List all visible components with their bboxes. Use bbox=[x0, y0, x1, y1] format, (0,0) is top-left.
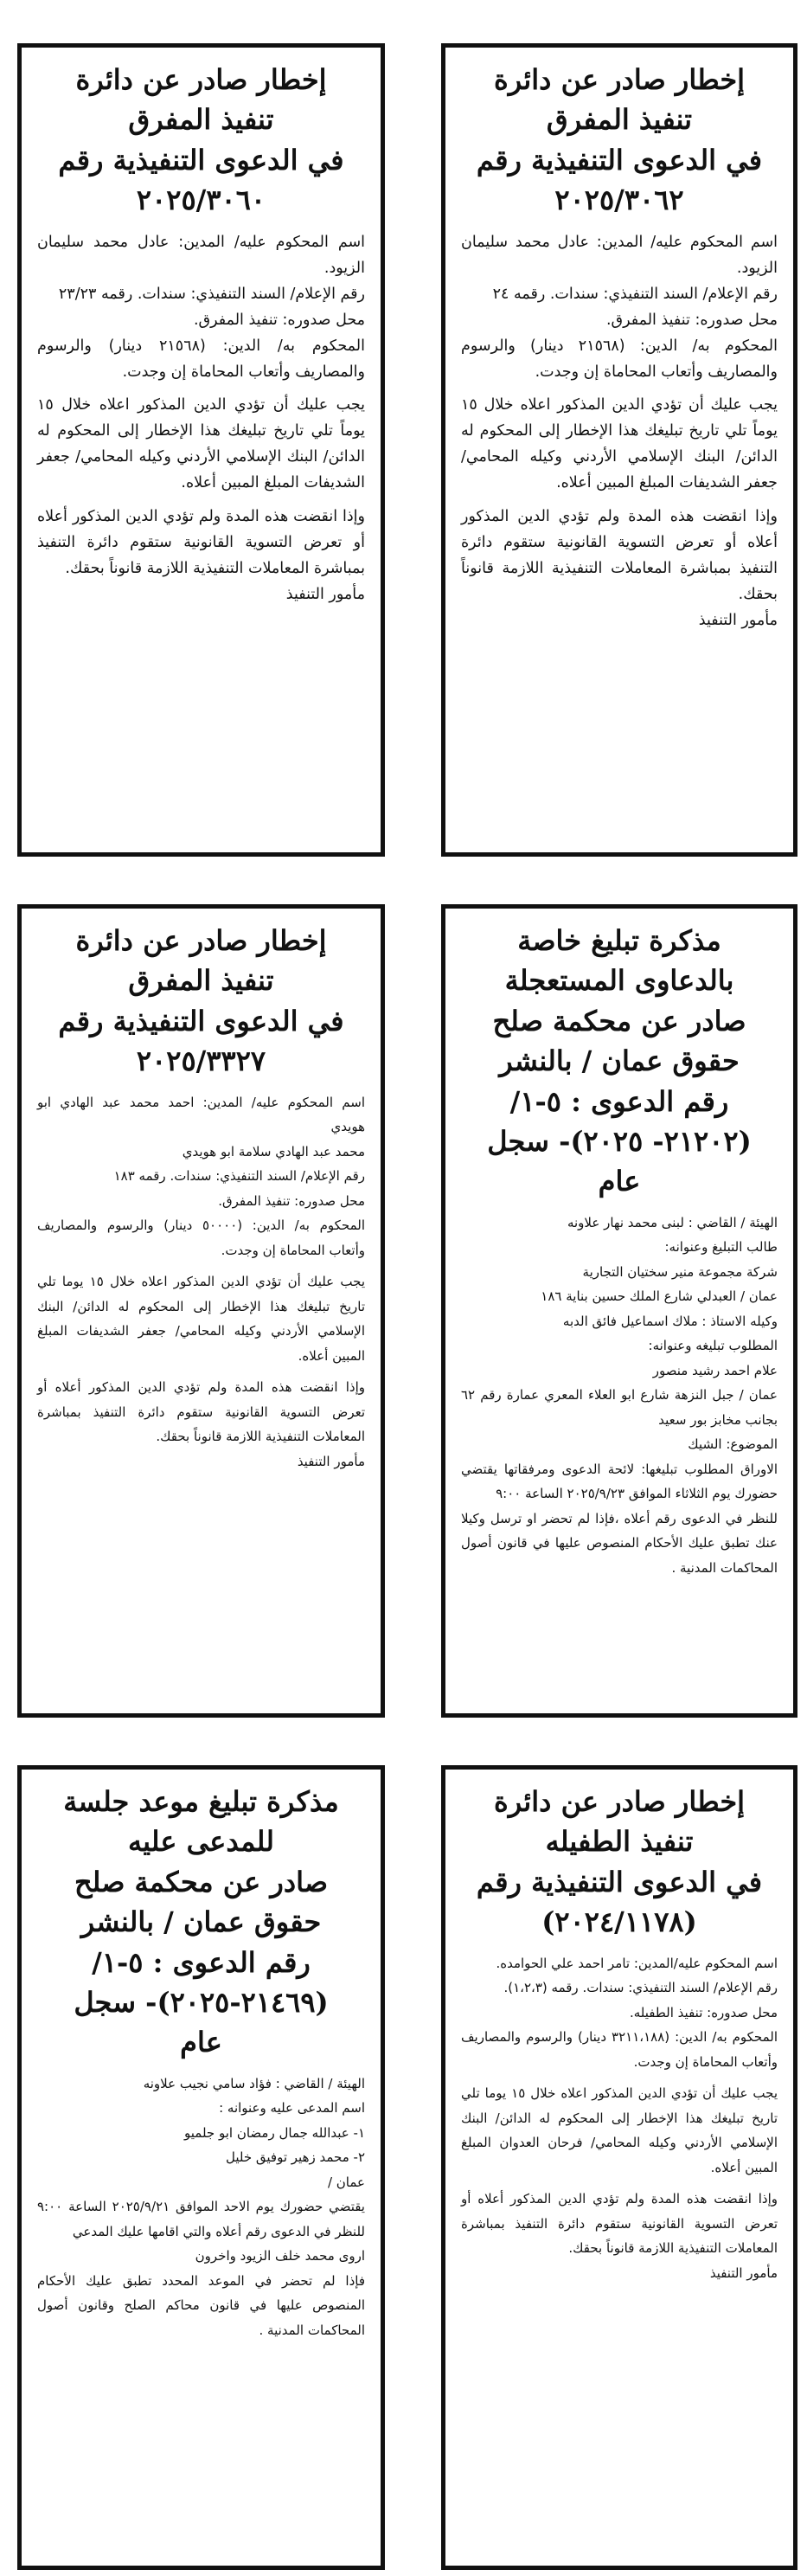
defendant-address: عمان / bbox=[327, 2174, 365, 2190]
requester-label: طالب التبليغ وعنوانه: bbox=[664, 1239, 778, 1256]
notice-body bbox=[461, 1211, 778, 1581]
notice-body bbox=[37, 1090, 365, 1474]
judgment-amount: المحكوم به/ الدين: (٥٠٠٠٠ دينار) والرسوم والمصاريف وأتعاب المحاماة إن وجدت. bbox=[37, 1217, 365, 1258]
notice-body bbox=[461, 1951, 778, 2286]
instrument-number: رقم الإعلام/ السند التنفيذي: سندات. رقمه ١٨٣ bbox=[113, 1168, 365, 1185]
notice-execution-3327 bbox=[17, 904, 385, 1718]
judgment-amount: المحكوم به/ الدين: (٢١٥٦٨ دينار) والرسوم والمصاريف وأتعاب المحاماة إن وجدت. bbox=[461, 337, 778, 382]
hearing-details: يقتضي حضورك يوم الاحد الموافق ٢٠٢٥/٩/٢١ الساعة ٩:٠٠ للنظر في الدعوى رقم أعلاه والتي اقامها عليك المدعي bbox=[37, 2199, 365, 2239]
issuing-place: محل صدوره: تنفيذ الطفيله. bbox=[629, 2004, 778, 2020]
signature-officer: مأمور التنفيذ bbox=[297, 1453, 365, 1469]
signature-officer: مأمور التنفيذ bbox=[285, 585, 365, 603]
consequence-text: وإذا انقضت هذه المدة ولم تؤدي الدين المذكور أعلاه أو تعرض التسوية القانونية ستقوم دائرة التنفيذ بمباشرة المعاملات التنفيذية اللازمة قانوناً بحقك. bbox=[37, 507, 365, 577]
defendant-1: ١- عبدالله جمال رمضان ابو جلميو bbox=[184, 2124, 365, 2141]
issuing-place: محل صدوره: تنفيذ المفرق. bbox=[218, 1192, 365, 1209]
plaintiff-name: اروى محمد خلف الزيود واخرون bbox=[195, 2248, 365, 2264]
notice-title: مذكرة تبليغ خاصة بالدعاوى المستعجلة صادر عن محكمة صلح حقوق عمان / بالنشر رقم الدعوى : ٥-١/ (٢١٢٠٢- ٢٠٢٥)- سجل عام bbox=[487, 924, 752, 1198]
notice-title: إخطار صادر عن دائرة تنفيذ المفرق في الدعوى التنفيذية رقم ٢٠٢٥/٣٠٦٢ bbox=[476, 63, 763, 217]
instrument-number: رقم الإعلام/ السند التنفيذي: سندات. رقمه (١،٢،٣). bbox=[503, 1980, 778, 1996]
notice-title: إخطار صادر عن دائرة تنفيذ المفرق في الدعوى التنفيذية رقم ٢٠٢٥/٣٣٢٧ bbox=[58, 924, 344, 1078]
consequence-text: وإذا انقضت هذه المدة ولم تؤدي الدين المذكور أعلاه أو تعرض التسوية القانونية ستقوم دائرة التنفيذ بمباشرة المعاملات التنفيذية اللازمة قانوناً بحقك. bbox=[461, 507, 778, 603]
signature-officer: مأمور التنفيذ bbox=[709, 2264, 778, 2281]
debtor-name: اسم المحكوم عليه/المدين: تامر احمد علي الحوامده. bbox=[496, 1955, 778, 1971]
judgment-amount: المحكوم به/ الدين: (٣٢١١،١٨٨ دينار) والرسوم والمصاريف وأتعاب المحاماة إن وجدت. bbox=[461, 2029, 778, 2070]
notice-title: مذكرة تبليغ موعد جلسة للمدعى عليه صادر عن محكمة صلح حقوق عمان / بالنشر رقم الدعوى : ٥-١/ (٢١٤٦٩-٢٠٢٥)- سجل عام bbox=[63, 1785, 339, 2059]
defendant-label: اسم المدعى عليه وعنوانه : bbox=[219, 2100, 365, 2117]
requester-name: شركة مجموعة منير سختيان التجارية bbox=[582, 1263, 778, 1280]
recipient-name: علام احمد رشيد منصور bbox=[652, 1362, 778, 1378]
debtor-name: اسم المحكوم عليه/ المدين: عادل محمد سليمان الزيود. bbox=[37, 233, 365, 277]
issuing-place: محل صدوره: تنفيذ المفرق. bbox=[193, 311, 365, 329]
legal-warning: للنظر في الدعوى رقم أعلاه ،فإذا لم تحضر او ترسل وكيلا عنك تطبق عليك الأحكام المنصوص عليها في قانون أصول المحاكمات المدنية . bbox=[461, 1510, 778, 1576]
judgment-amount: المحكوم به/ الدين: (٢١٥٦٨ دينار) والرسوم والمصاريف وأتعاب المحاماة إن وجدت. bbox=[37, 337, 365, 382]
notice-execution-3062 bbox=[441, 43, 797, 857]
judge-name: الهيئة / القاضي : لبنى محمد نهار علاونه bbox=[567, 1214, 778, 1230]
notice-court-summons-21202 bbox=[441, 904, 797, 1718]
notice-title: إخطار صادر عن دائرة تنفيذ المفرق في الدعوى التنفيذية رقم ٢٠٢٥/٣٠٦٠ bbox=[58, 63, 344, 217]
consequence-text: وإذا انقضت هذه المدة ولم تؤدي الدين المذكور أعلاه أو تعرض التسوية القانونية ستقوم دائرة التنفيذ بمباشرة المعاملات التنفيذية اللازمة قانوناً بحقك. bbox=[37, 1379, 365, 1445]
legal-warning: فإذا لم تحضر في الموعد المحدد تطبق عليك الأحكام المنصوص عليها في قانون محاكم الصلح وقانون أصول المحاكمات المدنية . bbox=[37, 2272, 365, 2338]
payment-instruction: يجب عليك أن تؤدي الدين المذكور اعلاه خلال ١٥ يوماً تلي تاريخ تبليغك هذا الإخطار إلى المحكوم له الدائن/ البنك الإسلامي الأردني وكيله المحامي/ جعفر الشديفات المبلغ المبين أعلاه. bbox=[461, 396, 778, 492]
defendant-2: ٢- محمد زهير توفيق خليل bbox=[225, 2149, 365, 2166]
signature-officer: مأمور التنفيذ bbox=[698, 611, 778, 629]
payment-instruction: يجب عليك أن تؤدي الدين المذكور اعلاه خلال ١٥ يوما تلي تاريخ تبليغك هذا الإخطار إلى المحكوم له الدائن/ البنك الإسلامي الأردني وكيله المحامي/ فرحان العدوان المبلغ المبين أعلاه. bbox=[461, 2085, 778, 2175]
case-subject: الموضوع: الشيك bbox=[688, 1436, 778, 1453]
notice-execution-1178 bbox=[441, 1765, 797, 2570]
notice-execution-3060 bbox=[17, 43, 385, 857]
recipient-label: المطلوب تبليغه وعنوانه: bbox=[648, 1338, 778, 1354]
judge-name: الهيئة / القاضي : فؤاد سامي نجيب علاونه bbox=[143, 2075, 365, 2091]
notice-body bbox=[461, 229, 778, 633]
debtor-name: اسم المحكوم عليه/ المدين: احمد محمد عبد الهادي ابو هويدي bbox=[37, 1094, 365, 1135]
consequence-text: وإذا انقضت هذه المدة ولم تؤدي الدين المذكور أعلاه أو تعرض التسوية القانونية ستقوم دائرة التنفيذ بمباشرة المعاملات التنفيذية اللازمة قانوناً بحقك. bbox=[461, 2191, 778, 2257]
instrument-number: رقم الإعلام/ السند التنفيذي: سندات. رقمه ٢٣/٢٣ bbox=[58, 285, 365, 303]
notice-title: إخطار صادر عن دائرة تنفيذ الطفيله في الدعوى التنفيذية رقم (٢٠٢٤/١١٧٨) bbox=[476, 1785, 763, 1939]
instrument-number: رقم الإعلام/ السند التنفيذي: سندات. رقمه ٢٤ bbox=[492, 285, 778, 303]
hearing-details: الاوراق المطلوب تبليغها: لائحة الدعوى ومرفقاتها يقتضي حضورك يوم الثلاثاء الموافق ٢٠٢٥/٩/٢٣ الساعة ٩:٠٠ bbox=[461, 1461, 778, 1502]
issuing-place: محل صدوره: تنفيذ المفرق. bbox=[605, 311, 778, 329]
notice-body bbox=[37, 229, 365, 607]
requester-address: عمان / العبدلي شارع الملك حسين بناية ١٨٦ bbox=[541, 1288, 778, 1305]
notice-body bbox=[37, 2072, 365, 2343]
recipient-address: عمان / جبل النزهة شارع ابو العلاء المعري عمارة رقم ٦٢ بجانب مخابز بور سعيد bbox=[461, 1387, 778, 1428]
debtor-name: اسم المحكوم عليه/ المدين: عادل محمد سليمان الزيود. bbox=[461, 233, 778, 277]
second-debtor-name: محمد عبد الهادي سلامة ابو هويدي bbox=[182, 1143, 365, 1160]
notice-court-hearing-21469 bbox=[17, 1765, 385, 2570]
payment-instruction: يجب عليك أن تؤدي الدين المذكور اعلاه خلال ١٥ يوماً تلي تاريخ تبليغك هذا الإخطار إلى المحكوم له الدائن/ البنك الإسلامي الأردني وكيله المحامي/ جعفر الشديفات المبلغ المبين أعلاه. bbox=[37, 396, 365, 492]
payment-instruction: يجب عليك أن تؤدي الدين المذكور اعلاه خلال ١٥ يوما تلي تاريخ تبليغك هذا الإخطار إلى المحكوم له الدائن/ البنك الإسلامي الأردني وكيله المحامي/ جعفر الشديفات المبلغ المبين أعلاه. bbox=[37, 1274, 365, 1364]
requester-agent: وكيله الاستاذ : ملاك اسماعيل فائق الدبه bbox=[562, 1313, 778, 1329]
